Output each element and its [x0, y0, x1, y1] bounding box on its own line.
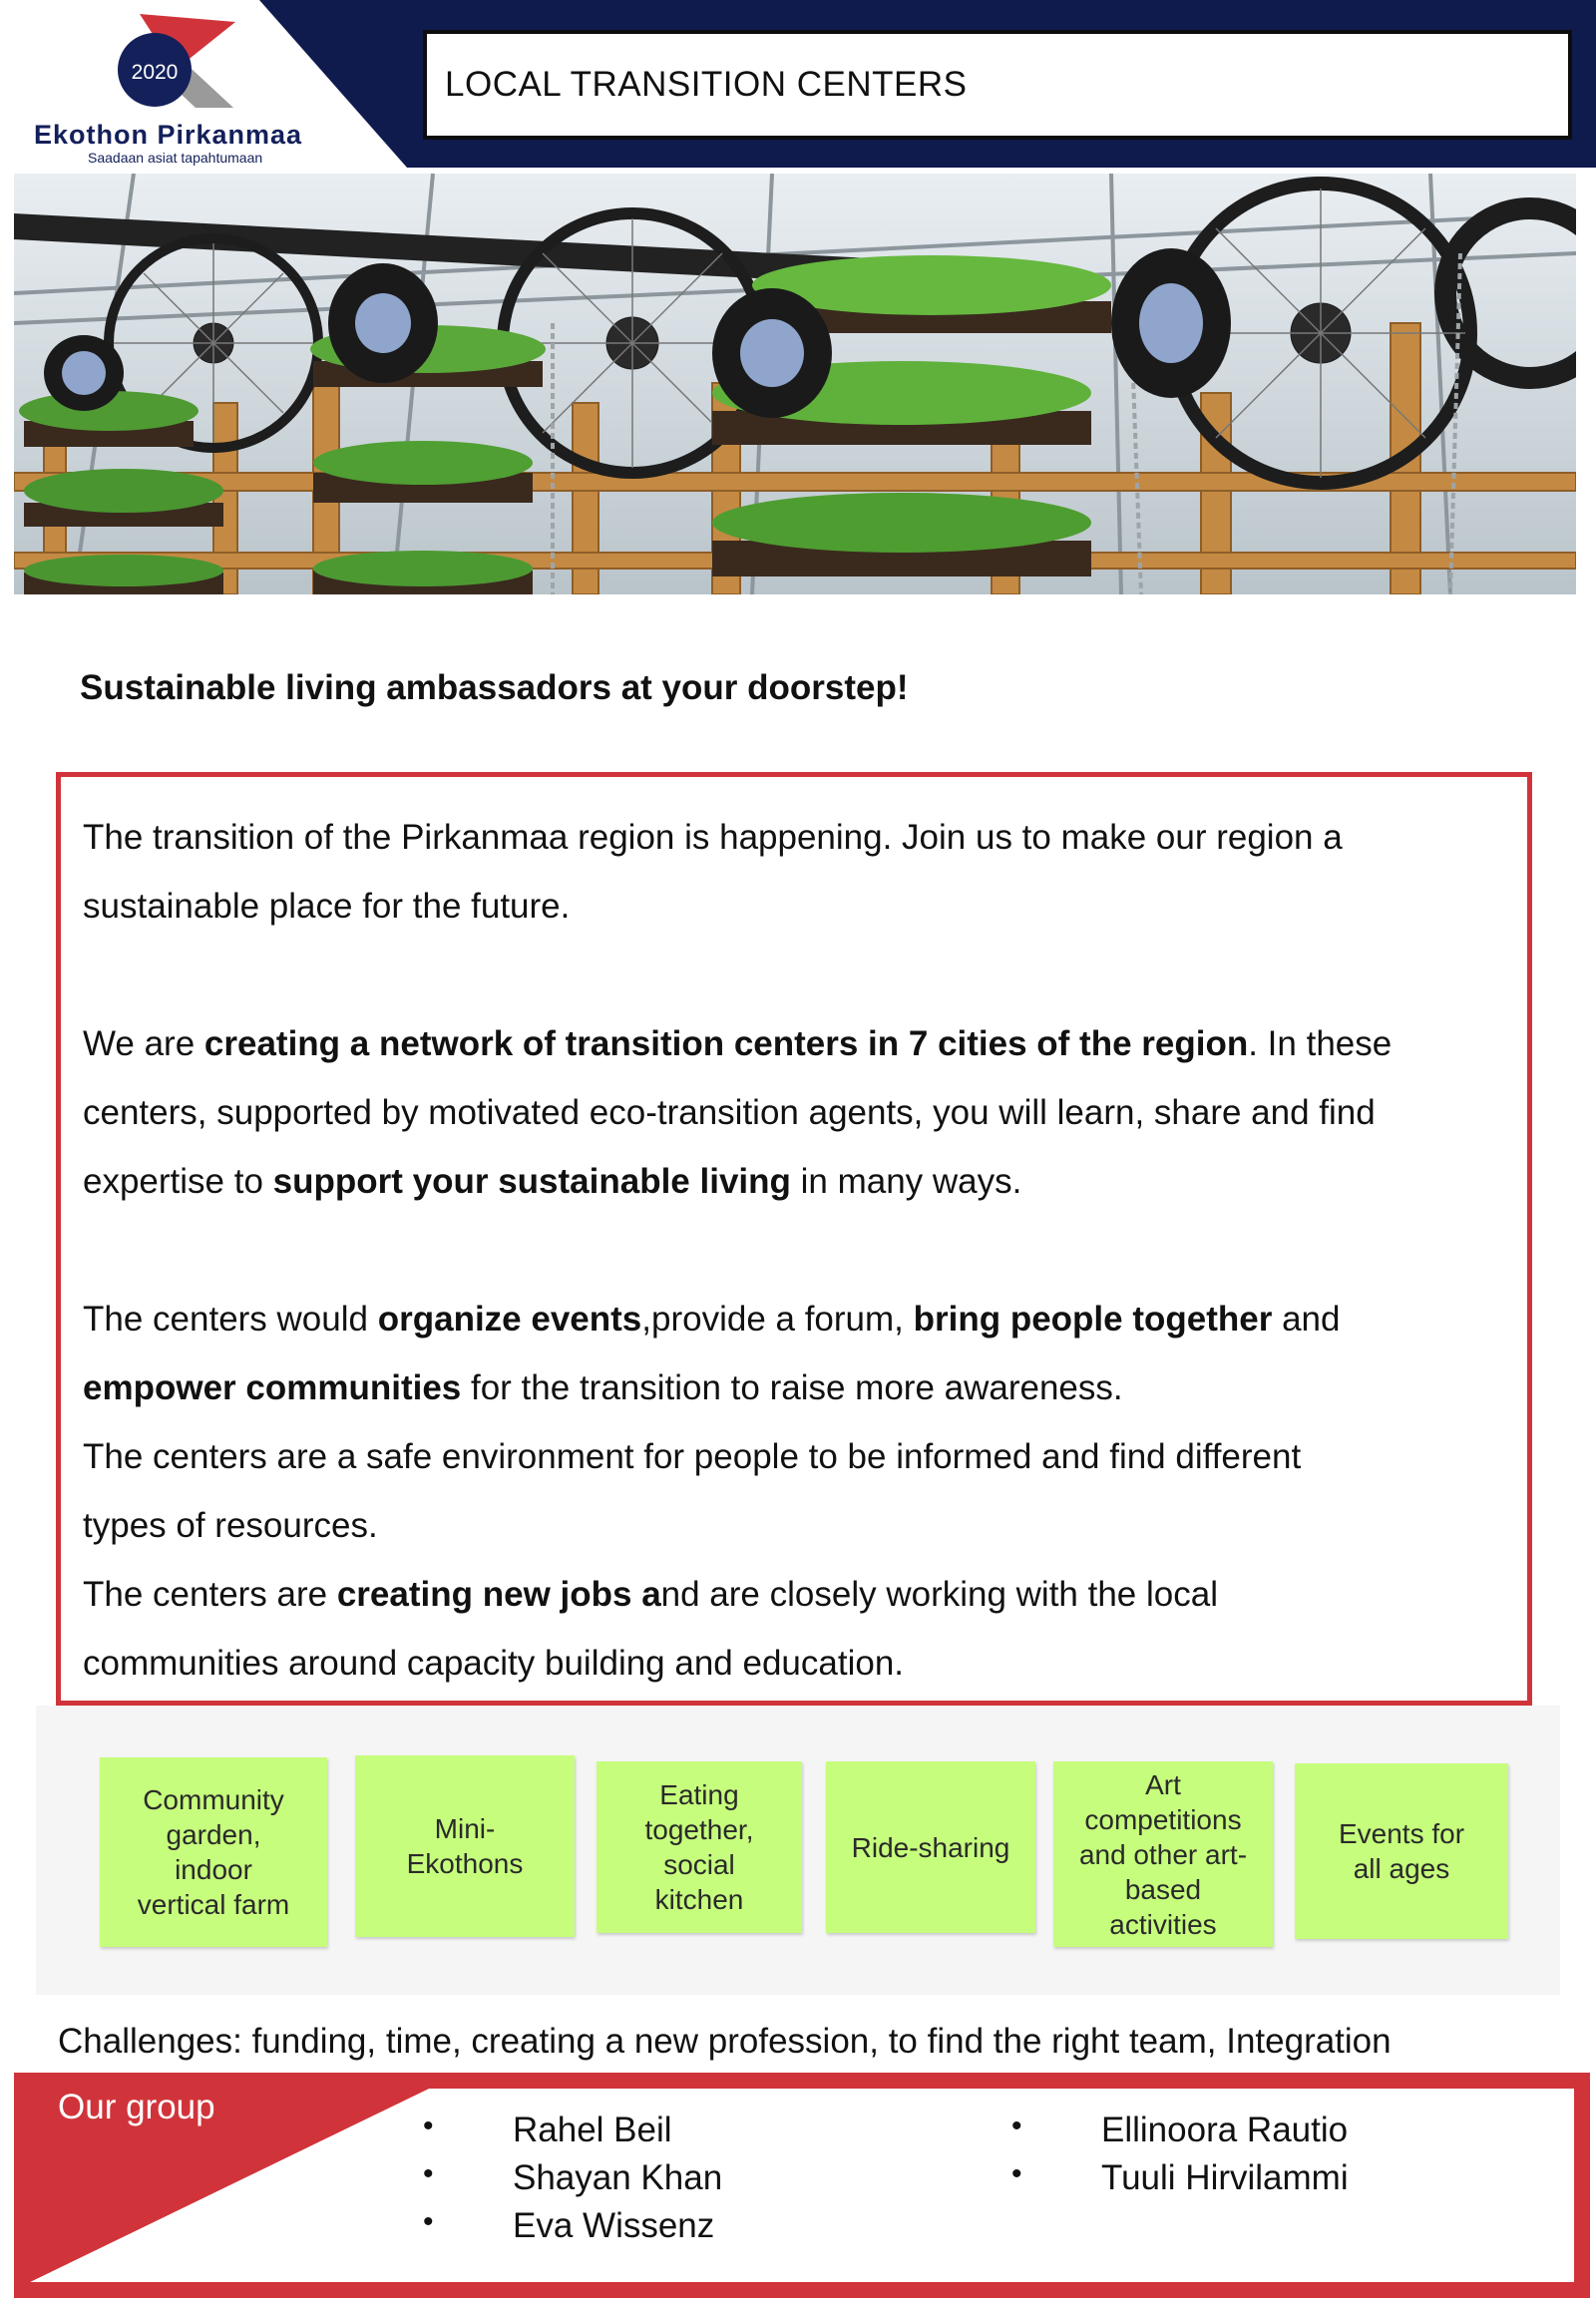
logo-tagline: Saadaan asiat tapahtumaan — [88, 150, 263, 166]
group-member: Tuuli Hirvilammi — [1101, 2158, 1349, 2197]
feature-note-eating-together: Eating together, social kitchen — [597, 1761, 802, 1933]
bullet: • — [423, 2110, 434, 2142]
intro-line: expertise to support your sustainable living in many ways. — [83, 1162, 1022, 1201]
intro-line: types of resources. — [83, 1506, 378, 1545]
group-member: Ellinoora Rautio — [1101, 2111, 1349, 2149]
headline: Sustainable living ambassadors at your doorstep! — [80, 668, 909, 707]
intro-panel — [56, 772, 1532, 1706]
emphasis: creating a network of transition centers in 7 cities of the region — [203, 1024, 1249, 1063]
intro-line: centers, supported by motivated eco-transition agents, you will learn, share and find — [83, 1093, 1376, 1132]
intro-line: The transition of the Pirkanmaa region is happening. Join us to make our region a — [83, 818, 1343, 857]
challenges-line: Challenges: funding, time, creating a new profession, to find the right team, Integration — [58, 2022, 1392, 2061]
emphasis: support your sustainable living — [272, 1162, 791, 1201]
intro-line: The centers are a safe environment for people to be informed and find different — [83, 1437, 1302, 1476]
feature-note-community-garden: Community garden, indoor vertical farm — [100, 1757, 327, 1947]
group-member: Shayan Khan — [513, 2158, 723, 2197]
greenhouse-vertical-farm-icon — [14, 174, 1576, 594]
bullet: • — [423, 2205, 434, 2238]
feature-note-events-for-all-ages: Events for all ages — [1295, 1763, 1508, 1939]
logo-name: Ekothon Pirkanmaa — [34, 120, 303, 150]
page-title: LOCAL TRANSITION CENTERS — [445, 65, 968, 104]
intro-line: sustainable place for the future. — [83, 887, 571, 926]
bullet: • — [1011, 2110, 1022, 2142]
emphasis: empower communities — [83, 1368, 462, 1407]
intro-line: communities around capacity building and education. — [83, 1644, 905, 1683]
group-member: Rahel Beil — [513, 2111, 672, 2149]
emphasis: bring people together — [913, 1300, 1273, 1339]
feature-note-art-competitions: Art competitions and other art- based activities — [1053, 1761, 1273, 1947]
feature-note-ride-sharing: Ride-sharing — [826, 1761, 1035, 1933]
bullet: • — [1011, 2157, 1022, 2190]
feature-note-mini-ekothons: Mini- Ekothons — [355, 1755, 575, 1937]
group-label: Our group — [58, 2088, 215, 2126]
emphasis: creating new jobs a — [336, 1575, 661, 1614]
paragraph-gap — [83, 1216, 1527, 1285]
hero-image — [14, 174, 1576, 594]
group-member: Eva Wissenz — [513, 2206, 715, 2245]
intro-line: We are creating a network of transition centers in 7 cities of the region. In these — [83, 1024, 1393, 1063]
feature-strip — [36, 1706, 1560, 1995]
logo-year: 2020 — [131, 61, 179, 84]
intro-line: The centers would organize events,provide a forum, bring people together and — [83, 1300, 1341, 1339]
intro-line: empower communities for the transition to raise more awareness. — [83, 1368, 1123, 1407]
logo — [0, 0, 399, 168]
emphasis: organize events — [377, 1300, 642, 1339]
page-title-box — [423, 30, 1572, 140]
bullet: • — [423, 2157, 434, 2190]
paragraph-gap — [83, 941, 1527, 1009]
intro-line: The centers are creating new jobs and are closely working with the local — [83, 1575, 1218, 1614]
